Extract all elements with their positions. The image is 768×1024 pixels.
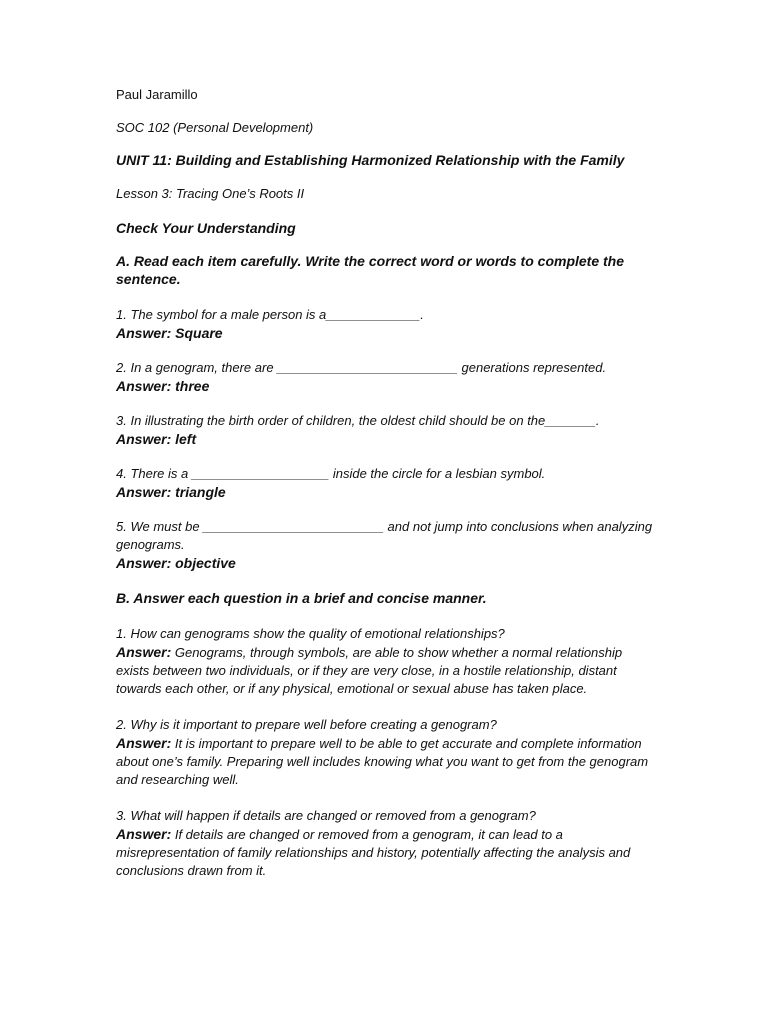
section-a-list [116,306,656,572]
answer-text: Answer: three [116,378,210,394]
document-page [116,86,656,898]
section-b-heading: B. Answer each question in a brief and concise manner. [116,590,487,606]
list-item [116,465,656,501]
answer-text: If details are changed or removed from a genogram, it can lead to a misrepresentation of family relationships and history, potentially affecting the analysis and conclusions drawn from it. [116,827,631,878]
answer-label: Answer: [116,644,172,660]
list-item [116,807,656,880]
list-item [116,518,656,572]
list-item [116,359,656,395]
course-title: SOC 102 (Personal Development) [116,120,314,135]
answer-paragraph [116,734,656,789]
answer-paragraph [116,825,656,880]
lesson-title: Lesson 3: Tracing One’s Roots II [116,186,305,201]
answer-text: Answer: Square [116,325,223,341]
question-text: 3. In illustrating the birth order of children, the oldest child should be on the_______. [116,413,600,428]
question-text: 3. What will happen if details are changed or removed from a genogram? [116,808,536,823]
answer-paragraph [116,643,656,698]
question-text: 1. The symbol for a male person is a_____________. [116,307,424,322]
question-text: 1. How can genograms show the quality of emotional relationships? [116,626,505,641]
answer-text: Answer: left [116,431,197,447]
answer-text: It is important to prepare well to be able to get accurate and complete information about one’s family. Preparing well includes knowing what you want to get from the genogram and researching well. [116,736,649,787]
list-item [116,306,656,342]
question-text: 2. In a genogram, there are _________________________ generations represented. [116,360,607,375]
list-item [116,625,656,698]
list-item [116,716,656,789]
answer-text: Answer: triangle [116,484,226,500]
answer-text: Genograms, through symbols, are able to show whether a normal relationship exists between two individuals, or if they are very close, in a hostile relationship, distant towards each other, or if any physical, emotional or sexual abuse has taken place. [116,645,623,696]
check-heading: Check Your Understanding [116,220,296,236]
unit-title: UNIT 11: Building and Establishing Harmonized Relationship with the Family [116,152,625,168]
section-a-heading: A. Read each item carefully. Write the correct word or words to complete the sentence. [116,253,625,287]
answer-label: Answer: [116,826,172,842]
section-b-list [116,625,656,880]
list-item [116,412,656,448]
answer-text: Answer: objective [116,555,236,571]
author-name: Paul Jaramillo [116,87,198,102]
question-text: 2. Why is it important to prepare well before creating a genogram? [116,717,497,732]
question-text: 4. There is a ___________________ inside the circle for a lesbian symbol. [116,466,546,481]
answer-label: Answer: [116,735,172,751]
question-text: 5. We must be _________________________ and not jump into conclusions when analyzing genograms. [116,519,653,552]
